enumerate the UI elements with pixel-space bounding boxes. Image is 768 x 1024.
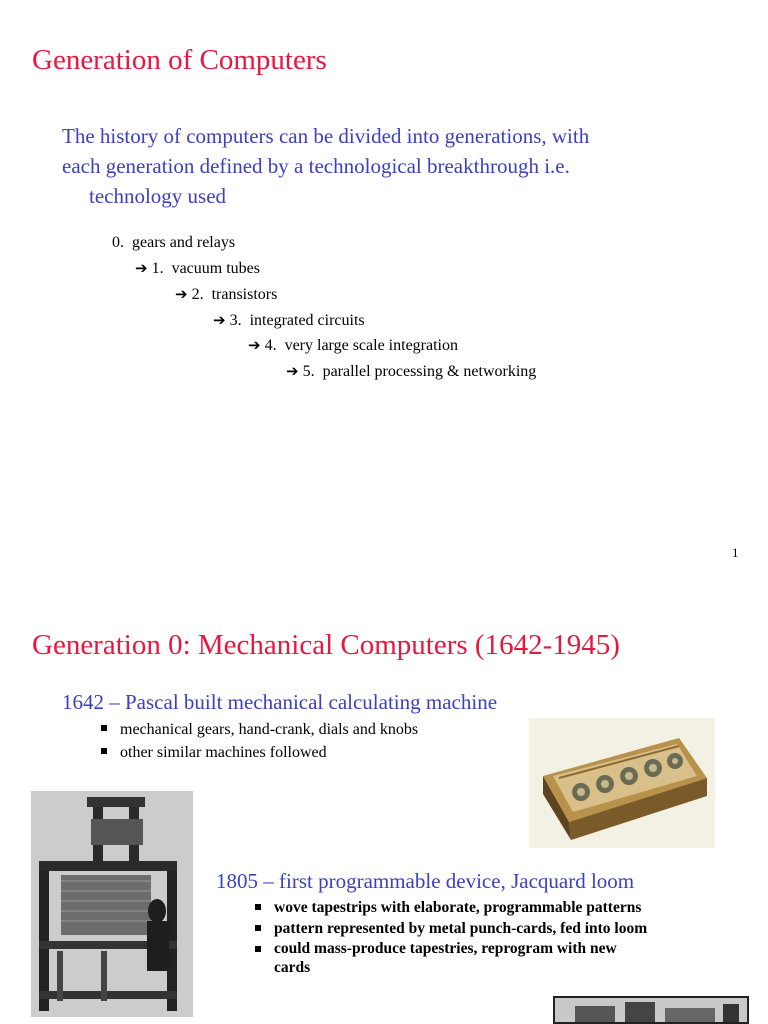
intro-line-1: The history of computers can be divided into generations, with bbox=[62, 124, 590, 148]
list-item: pattern represented by metal punch-cards, fed into loom bbox=[252, 918, 752, 939]
slide2-title: Generation 0: Mechanical Computers (1642-1945) bbox=[32, 629, 620, 661]
intro-line-3: technology used bbox=[89, 184, 227, 208]
arrow-right-icon: ➔ bbox=[213, 311, 226, 329]
bullet-square-icon bbox=[101, 725, 107, 731]
generation-number: 0. bbox=[112, 234, 124, 251]
generation-item-2 bbox=[175, 285, 277, 304]
arrow-right-icon: ➔ bbox=[248, 336, 261, 354]
arrow-right-icon: ➔ bbox=[135, 259, 148, 277]
generation-label: vacuum tubes bbox=[171, 260, 260, 277]
generation-label: integrated circuits bbox=[249, 312, 365, 329]
page-number: 1 bbox=[732, 545, 739, 560]
slide1-intro bbox=[62, 121, 762, 211]
pascal-heading: 1642 – Pascal built mechanical calculating machine bbox=[62, 690, 498, 714]
bullet-square-icon bbox=[255, 904, 261, 910]
list-item: mechanical gears, hand-crank, dials and knobs bbox=[98, 718, 518, 741]
list-item: other similar machines followed bbox=[98, 741, 518, 764]
machine-image-cropped bbox=[553, 996, 749, 1024]
generation-item-4 bbox=[248, 336, 458, 355]
generation-number: 1. bbox=[151, 260, 164, 277]
generation-number: 3. bbox=[229, 312, 242, 329]
generation-item-5 bbox=[286, 362, 536, 381]
bullet-square-icon bbox=[255, 925, 261, 931]
bullet-square-icon bbox=[255, 946, 261, 952]
generation-label: gears and relays bbox=[132, 234, 236, 251]
generation-number: 5. bbox=[302, 363, 315, 380]
intro-line-2: each generation defined by a technological breakthrough i.e. bbox=[62, 154, 570, 178]
generation-item-0 bbox=[112, 234, 235, 252]
pascaline-image bbox=[529, 718, 715, 848]
generation-label: transistors bbox=[211, 286, 278, 303]
jacquard-loom-image bbox=[31, 791, 193, 1017]
loom-bullet-list bbox=[252, 897, 752, 977]
slide1-title: Generation of Computers bbox=[32, 44, 327, 76]
pascal-bullet-list bbox=[98, 718, 518, 764]
bullet-square-icon bbox=[101, 748, 107, 754]
generation-number: 2. bbox=[191, 286, 204, 303]
generation-number: 4. bbox=[264, 337, 277, 354]
list-item: could mass-produce tapestries, reprogram with new cards bbox=[252, 939, 752, 977]
arrow-right-icon: ➔ bbox=[286, 362, 299, 380]
generation-label: parallel processing & networking bbox=[322, 363, 537, 380]
generation-item-3 bbox=[213, 311, 365, 330]
arrow-right-icon: ➔ bbox=[175, 285, 188, 303]
generation-label: very large scale integration bbox=[284, 337, 458, 354]
generation-item-1 bbox=[135, 259, 260, 278]
list-item: wove tapestrips with elaborate, programmable patterns bbox=[252, 897, 752, 918]
loom-heading: 1805 – first programmable device, Jacquard loom bbox=[216, 869, 635, 893]
